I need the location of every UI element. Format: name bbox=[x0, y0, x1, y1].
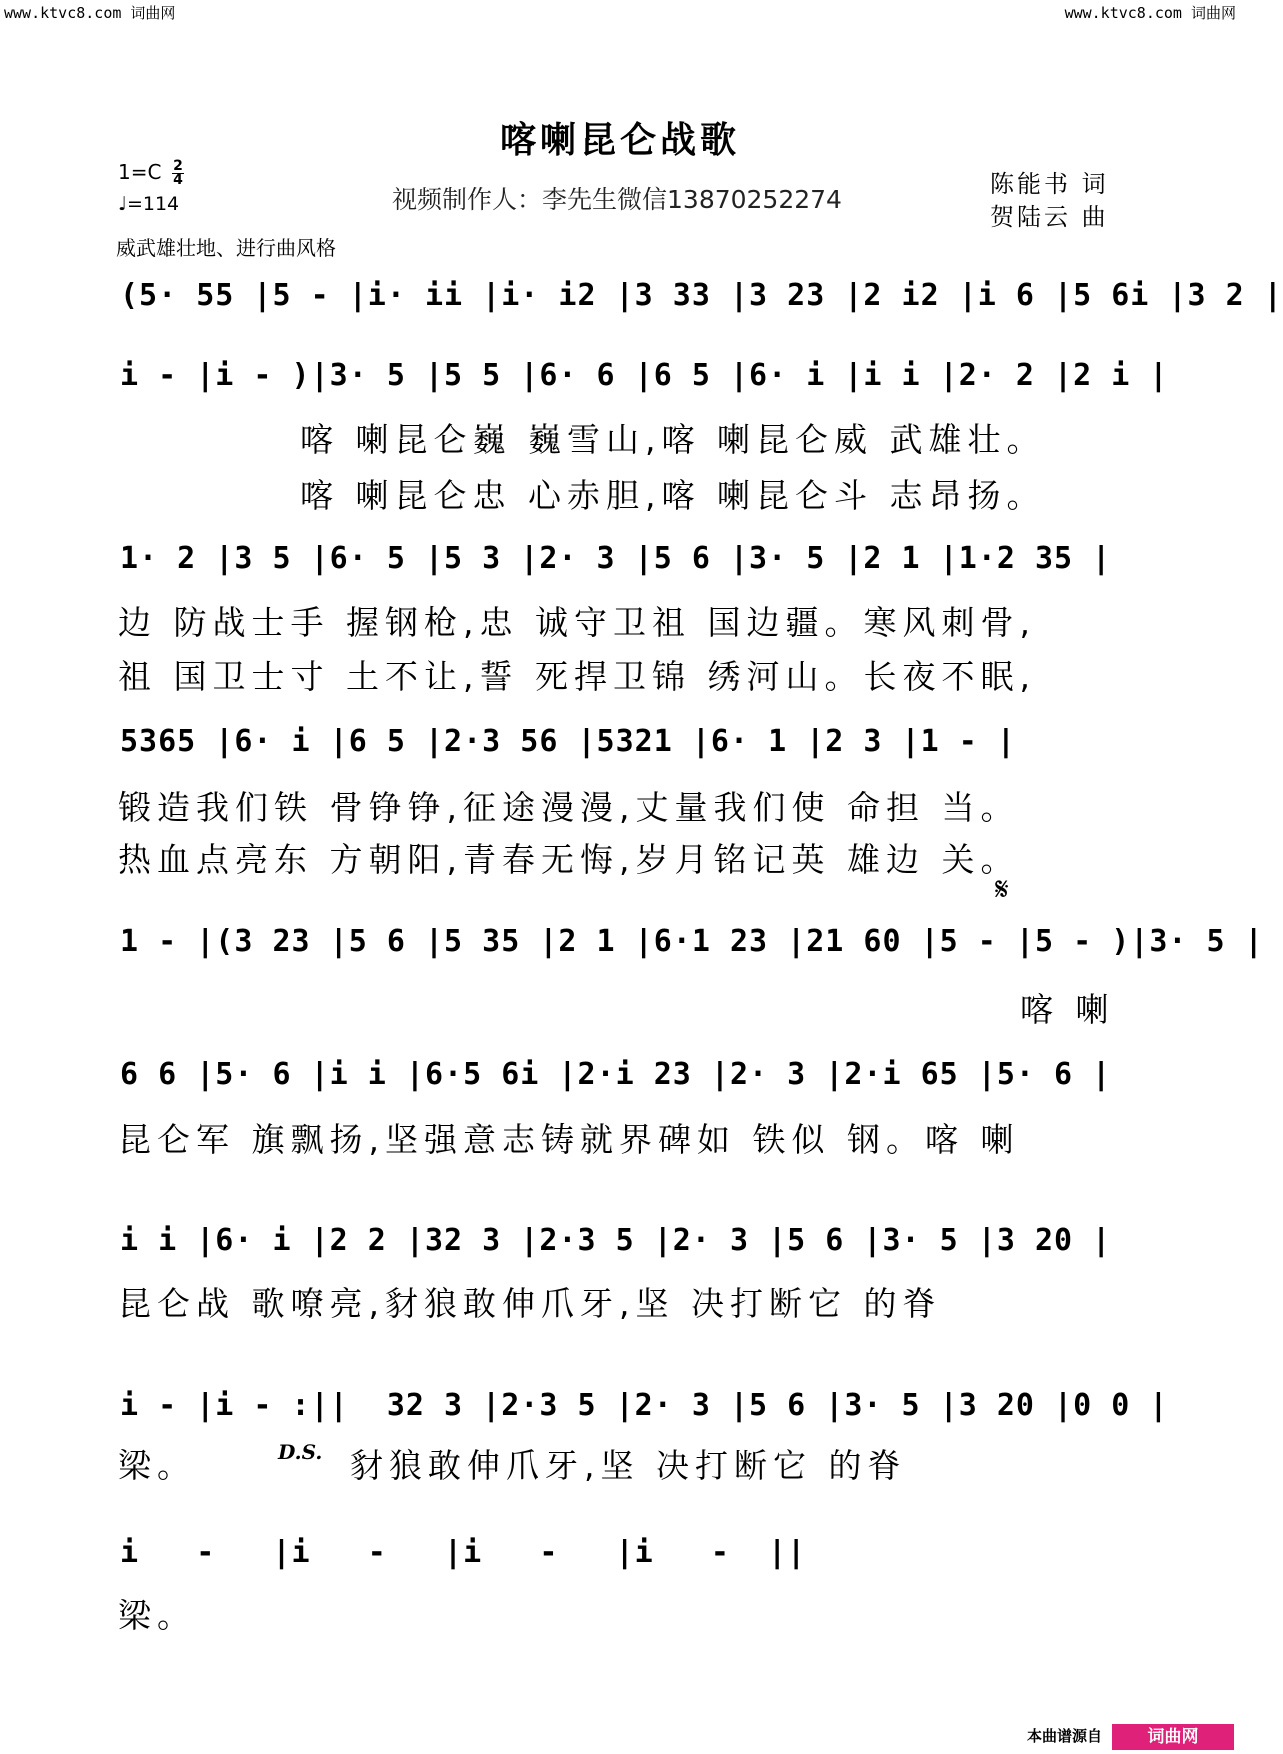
system-5-lyrics: 喀 喇 bbox=[1020, 990, 1115, 1029]
system-3-lyrics-verse-2: 祖 国卫士寸 土不让,誓 死捍卫锦 绣河山。长夜不眠, bbox=[118, 657, 1036, 696]
system-5-notation: 1 - |(3 23 |5 6 |5 35 |2 1 |6·1 23 |21 60 |5 - |5 - )|3· 5 | bbox=[120, 924, 1264, 959]
system-8-notation: i - |i - :|| 32 3 |2·3 5 |2· 3 |5 6 |3· 5 |3 20 |0 0 | bbox=[120, 1388, 1169, 1423]
system-4-lyrics-verse-2: 热血点亮东 方朝阳,青春无悔,岁月铭记英 雄边 关。 bbox=[118, 840, 1020, 879]
system-8-lyrics-end: 梁。 bbox=[118, 1446, 196, 1485]
system-9-notation: i - |i - |i - |i - || bbox=[120, 1535, 807, 1570]
system-8-lyrics: 豺狼敢伸爪牙,坚 决打断它 的脊 bbox=[350, 1446, 907, 1485]
system-6-notation: 6 6 |5· 6 |i i |6·5 6i |2·i 23 |2· 3 |2·i 65 |5· 6 | bbox=[120, 1057, 1112, 1092]
system-1-notation: (5· 55 |5 - |i· ii |i· i2 |3 33 |3 23 |2 i2 |i 6 |5 6i |3 2 | bbox=[120, 278, 1283, 313]
time-signature bbox=[172, 160, 184, 187]
system-6-lyrics: 昆仑军 旗飘扬,坚强意志铸就界碑如 铁似 钢。喀 喇 bbox=[118, 1120, 1020, 1159]
key-signature: 1=C bbox=[118, 160, 162, 184]
system-2-lyrics-verse-2: 喀 喇昆仑忠 心赤胆,喀 喇昆仑斗 志昂扬。 bbox=[300, 476, 1046, 515]
time-signature-top: 2 bbox=[173, 158, 183, 174]
segno-sign: 𝄋 bbox=[995, 870, 1009, 908]
producer-credit: 视频制作人：李先生微信13870252274 bbox=[392, 185, 842, 214]
header-site-left: www.ktvc8.com 词曲网 bbox=[4, 4, 176, 22]
footer-source-text: 本曲谱源自 bbox=[1026, 1727, 1102, 1745]
system-4-lyrics-verse-1: 锻造我们铁 骨铮铮,征途漫漫,丈量我们使 命担 当。 bbox=[118, 788, 1020, 827]
system-3-notation: 1· 2 |3 5 |6· 5 |5 3 |2· 3 |5 6 |3· 5 |2 1 |1·2 35 | bbox=[120, 541, 1112, 576]
system-7-notation: i i |6· i |2 2 |32 3 |2·3 5 |2· 3 |5 6 |3· 5 |3 20 | bbox=[120, 1223, 1112, 1258]
system-2-lyrics-verse-1: 喀 喇昆仑巍 巍雪山,喀 喇昆仑威 武雄壮。 bbox=[300, 420, 1046, 459]
dal-segno-mark: D.S. bbox=[278, 1440, 323, 1464]
composer-credit: 贺陆云 曲 bbox=[990, 203, 1109, 231]
song-title: 喀喇昆仑战歌 bbox=[499, 119, 740, 161]
system-4-notation: 5365 |6· i |6 5 |2·3 56 |5321 |6· 1 |2 3 |1 - | bbox=[120, 724, 1016, 759]
system-7-lyrics: 昆仑战 歌嘹亮,豺狼敢伸爪牙,坚 决打断它 的脊 bbox=[118, 1284, 942, 1323]
system-3-lyrics-verse-1: 边 防战士手 握钢枪,忠 诚守卫祖 国边疆。寒风刺骨, bbox=[118, 603, 1036, 642]
footer-logo: 词曲网 bbox=[1112, 1724, 1234, 1750]
system-9-lyrics: 梁。 bbox=[118, 1596, 196, 1635]
tempo-mark: ♩=114 bbox=[118, 193, 180, 215]
header-site-right: www.ktvc8.com 词曲网 bbox=[1064, 4, 1236, 22]
performance-style: 威武雄壮地、进行曲风格 bbox=[116, 236, 336, 260]
time-signature-bottom: 4 bbox=[173, 172, 183, 188]
lyricist-credit: 陈能书 词 bbox=[990, 170, 1109, 198]
system-2-notation: i - |i - )|3· 5 |5 5 |6· 6 |6 5 |6· i |i i |2· 2 |2 i | bbox=[120, 358, 1169, 393]
